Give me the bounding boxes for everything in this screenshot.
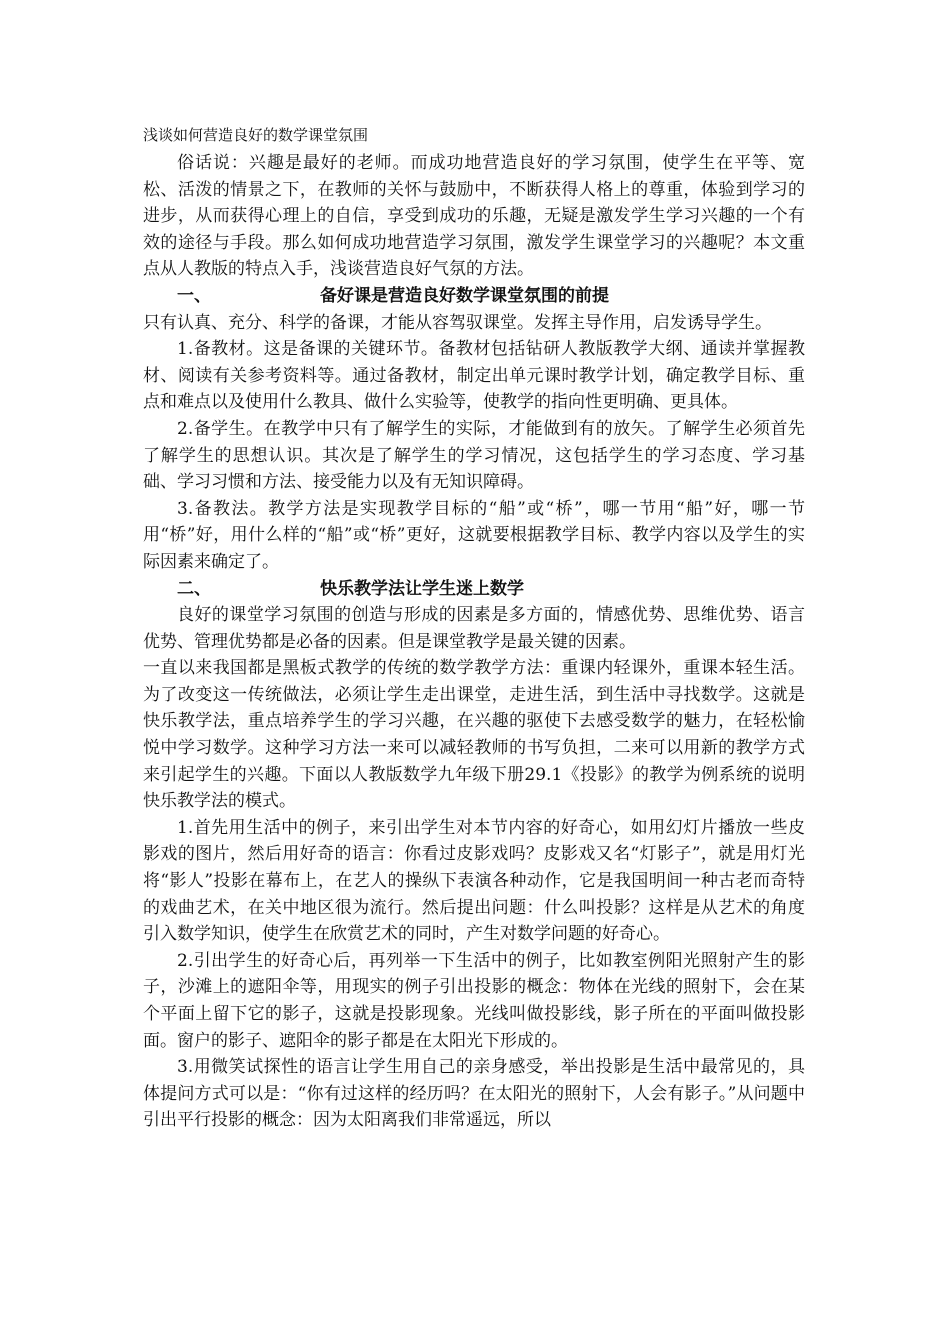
- section1-item-3: 3.备教法。教学方法是实现教学目标的“船”或“桥”，哪一节用“船”好，哪一节用“桥”好，用什么样的“船”或“桥”更好，这就要根据教学目标、教学内容以及学生的实际因素来确定了。: [143, 498, 805, 572]
- document-page: [143, 124, 805, 1134]
- section-number-1: 一、: [177, 285, 211, 306]
- section2-paragraph-2: 一直以来我国都是黑板式教学的传统的数学教学方法：重课内轻课外，重课本轻生活。为了改变这一传统做法，必须让学生走出课堂，走进生活，到生活中寻找数学。这就是快乐教学法，重点培养学生的学习兴趣，在兴趣的驱使下去感受数学的魅力，在轻松愉悦中学习数学。这种学习方法一来可以减轻教师的书写负担，二来可以用新的教学方式来引起学生的兴趣。下面以人教版数学九年级下册29.1《投影》的教学为例系统的说明快乐教学法的模式。: [143, 658, 805, 812]
- section2-item-2: 2.引出学生的好奇心后，再列举一下生活中的例子，比如教室例阳光照射产生的影子，沙滩上的遮阳伞等，用现实的例子引出投影的概念：物体在光线的照射下，会在某个平面上留下它的影子，这就是投影现象。光线叫做投影线，影子所在的平面叫做投影面。窗户的影子、遮阳伞的影子都是在太阳光下形成的。: [143, 950, 805, 1051]
- section-heading-2: [143, 576, 805, 603]
- section-heading-1: [143, 283, 805, 310]
- section2-paragraph-1: 良好的课堂学习氛围的创造与形成的因素是多方面的，情感优势、思维优势、语言优势、管理优势都是必备的因素。但是课堂教学是最关键的因素。: [143, 605, 805, 652]
- document-title: 浅谈如何营造良好的数学课堂氛围: [143, 126, 369, 144]
- section-title-1: 备好课是营造良好数学课堂氛围的前提: [320, 285, 609, 306]
- section-number-2: 二、: [177, 578, 211, 599]
- section-title-2: 快乐教学法让学生迷上数学: [320, 578, 524, 599]
- section1-item-1: 1.备教材。这是备课的关键环节。备教材包括钻研人教版教学大纲、通读并掌握教材、阅读有关参考资料等。通过备教材，制定出单元课时教学计划，确定教学目标、重点和难点以及使用什么教具、做什么实验等，使教学的指向性更明确、更具体。: [143, 339, 805, 413]
- section1-lead-paragraph: 只有认真、充分、科学的备课，才能从容驾驭课堂。发挥主导作用，启发诱导学生。: [143, 312, 772, 333]
- section2-item-3: 3.用微笑试探性的语言让学生用自己的亲身感受，举出投影是生活中最常见的，具体提问方式可以是：“你有过这样的经历吗？在太阳光的照射下，人会有影子。”从问题中引出平行投影的概念：因为太阳离我们非常遥远，所以: [143, 1057, 805, 1131]
- section2-item-1: 1.首先用生活中的例子，来引出学生对本节内容的好奇心，如用幻灯片播放一些皮影戏的图片，然后用好奇的语言：你看过皮影戏吗？皮影戏又名“灯影子”，就是用灯光将“影人”投影在幕布上，在艺人的操纵下表演各种动作，它是我国明间一种古老而奇特的戏曲艺术，在关中地区很为流行。然后提出问题：什么叫投影？这样是从艺术的角度引入数学知识，使学生在欣赏艺术的同时，产生对数学问题的好奇心。: [143, 817, 805, 945]
- section1-item-2: 2.备学生。在教学中只有了解学生的实际，才能做到有的放矢。了解学生必须首先了解学生的思想认识。其次是了解学生的学习情况，这包括学生的学习态度、学习基础、学习习惯和方法、接受能力以及有无知识障碍。: [143, 418, 805, 493]
- intro-paragraph: 俗话说：兴趣是最好的老师。而成功地营造良好的学习氛围，使学生在平等、宽松、活泼的情景之下，在教师的关怀与鼓励中，不断获得人格上的尊重，体验到学习的进步，从而获得心理上的自信，享受到成功的乐趣，无疑是激发学生学习兴趣的一个有效的途径与手段。那么如何成功地营造学习氛围，激发学生课堂学习的兴趣呢？本文重点从人教版的特点入手，浅谈营造良好气氛的方法。: [143, 153, 805, 280]
